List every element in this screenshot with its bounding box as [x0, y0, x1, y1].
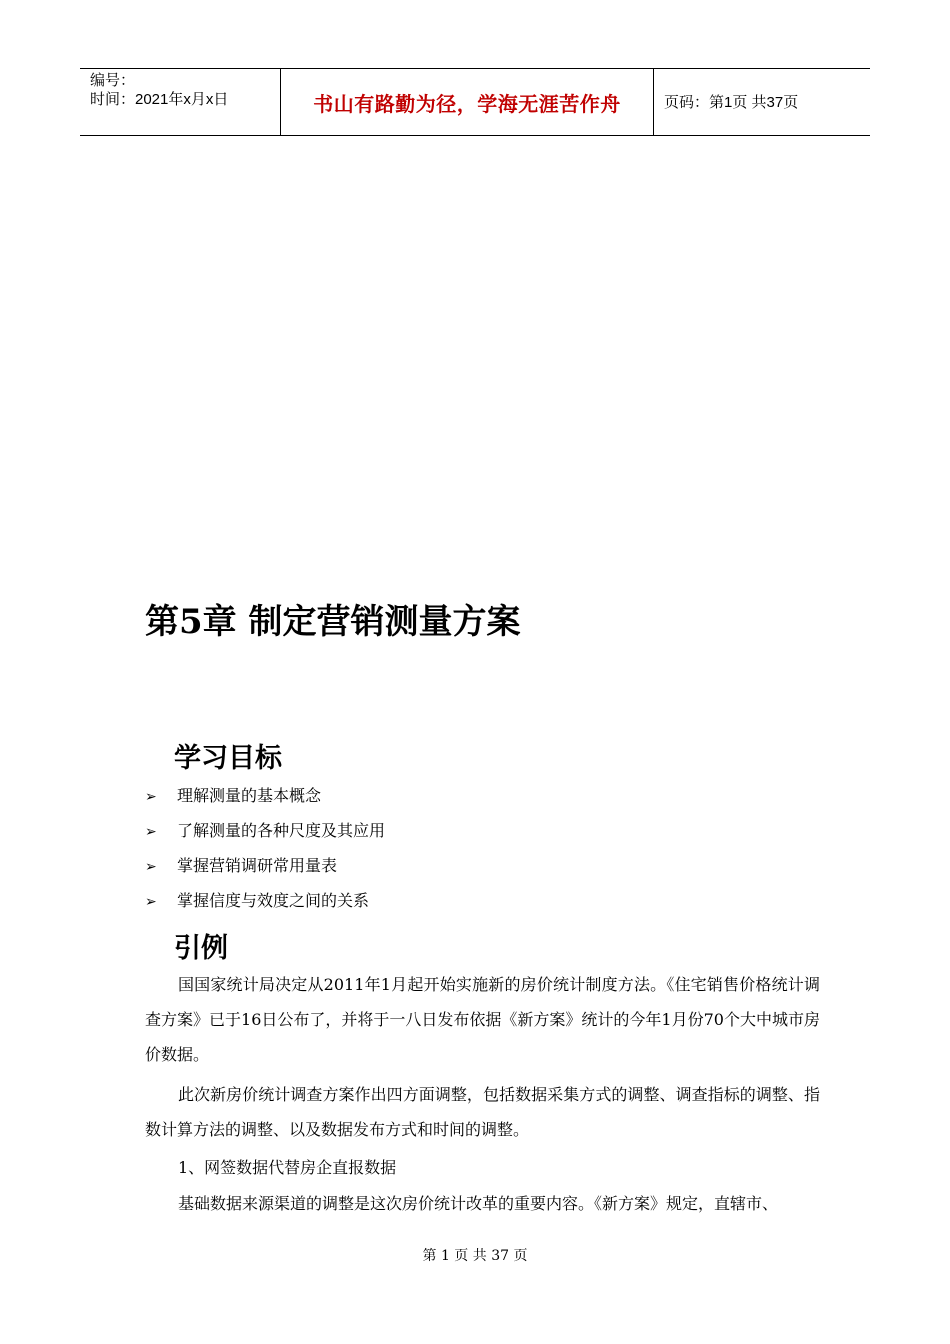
header-motto: 书山有路勤为径，学海无涯苦作舟	[313, 92, 621, 116]
arrow-bullet-icon: ➢	[145, 824, 157, 840]
list-item	[145, 853, 385, 888]
header-meta-cell	[80, 69, 281, 135]
intro-paragraph: 此次新房价统计调查方案作出四方面调整，包括数据采集方式的调整、调查指标的调整、指数计算方法的调整、以及数据发布方式和时间的调整。	[145, 1085, 820, 1139]
header-page-cell	[654, 69, 870, 135]
arrow-bullet-icon: ➢	[145, 894, 157, 910]
intro-paragraph: 基础数据来源渠道的调整是这次房价统计改革的重要内容。《新方案》规定，直辖市、	[178, 1194, 779, 1213]
objectives-list	[145, 783, 385, 923]
objective-text: 掌握营销调研常用量表	[177, 856, 338, 875]
intro-paragraph: 1、网签数据代替房企直报数据	[178, 1158, 397, 1177]
arrow-bullet-icon: ➢	[145, 789, 157, 805]
objective-text: 理解测量的基本概念	[177, 786, 322, 805]
header-page-info: 页码：第1页 共37页	[664, 94, 799, 111]
page-footer: 第 1 页 共 37 页	[422, 1248, 528, 1264]
arrow-bullet-icon: ➢	[145, 859, 157, 875]
objective-text: 了解测量的各种尺度及其应用	[177, 821, 386, 840]
chapter-title: 第5章 制定营销测量方案	[145, 602, 521, 642]
intro-heading: 引例	[174, 933, 228, 964]
objective-text: 掌握信度与效度之间的关系	[177, 891, 370, 910]
document-header	[80, 68, 870, 136]
intro-paragraph: 国国家统计局决定从2011年1月起开始实施新的房价统计制度方法。《住宅销售价格统计调查方案》已于16日公布了，并将于一八日发布依据《新方案》统计的今年1月份70个大中城市房价数据。	[145, 975, 820, 1064]
document-time-label: 时间：2021年x月x日	[90, 91, 229, 108]
list-item	[145, 888, 385, 923]
header-motto-cell	[281, 69, 654, 135]
list-item	[145, 783, 385, 818]
document-number-label: 编号：	[90, 72, 136, 89]
list-item	[145, 818, 385, 853]
objectives-heading: 学习目标	[174, 743, 282, 774]
